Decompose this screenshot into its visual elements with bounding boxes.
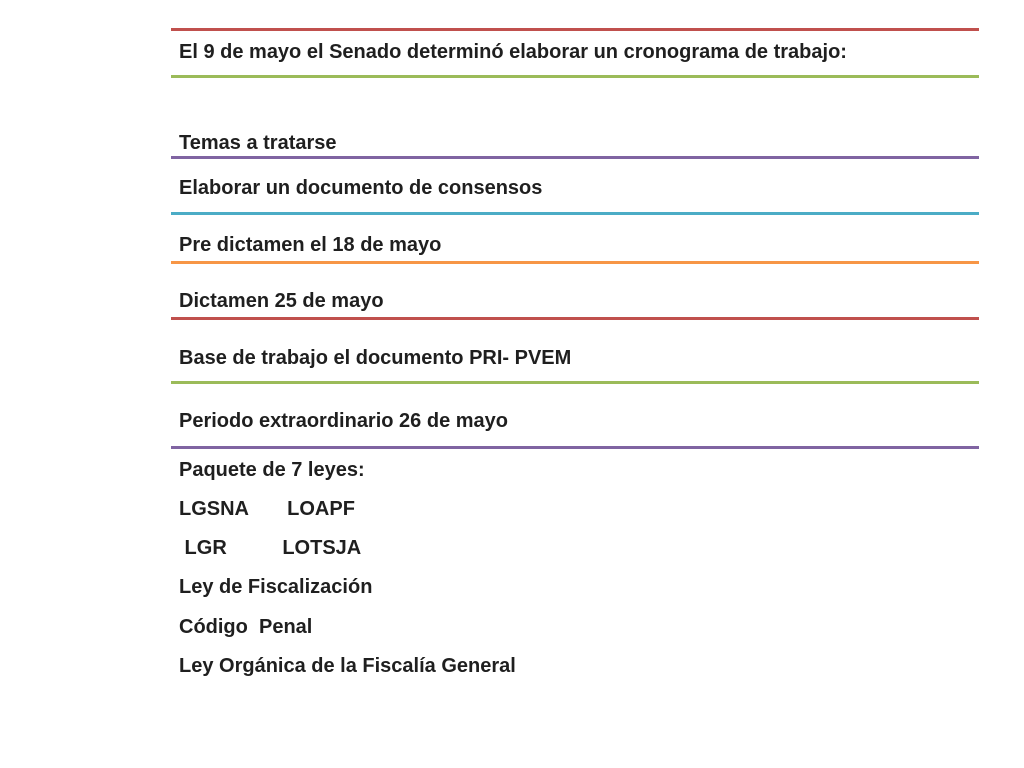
rule-item-5: [171, 381, 979, 384]
slide-title: El 9 de mayo el Senado determinó elaborar un cronograma de trabajo:: [179, 41, 847, 63]
rule-top: [171, 28, 979, 31]
list-item-consensus-document: Elaborar un documento de consensos: [179, 177, 543, 199]
law-line: Ley de Fiscalización: [179, 576, 373, 598]
list-item-topics: Temas a tratarse: [179, 132, 337, 154]
rule-title-bottom: [171, 75, 979, 78]
law-line: Código Penal: [179, 616, 313, 638]
law-line: Ley Orgánica de la Fiscalía General: [179, 655, 516, 677]
law-line: LGSNA LOAPF: [179, 498, 355, 520]
law-line: LGR LOTSJA: [179, 537, 362, 559]
list-item-pre-dictamen: Pre dictamen el 18 de mayo: [179, 234, 442, 256]
list-item-extraordinary-period: Periodo extraordinario 26 de mayo: [179, 410, 508, 432]
laws-heading: Paquete de 7 leyes:: [179, 459, 365, 481]
list-item-base-document: Base de trabajo el documento PRI- PVEM: [179, 347, 572, 369]
rule-item-4: [171, 317, 979, 320]
rule-item-2: [171, 212, 979, 215]
rule-item-6: [171, 446, 979, 449]
rule-item-3: [171, 261, 979, 264]
list-item-dictamen: Dictamen 25 de mayo: [179, 290, 384, 312]
rule-item-1: [171, 156, 979, 159]
